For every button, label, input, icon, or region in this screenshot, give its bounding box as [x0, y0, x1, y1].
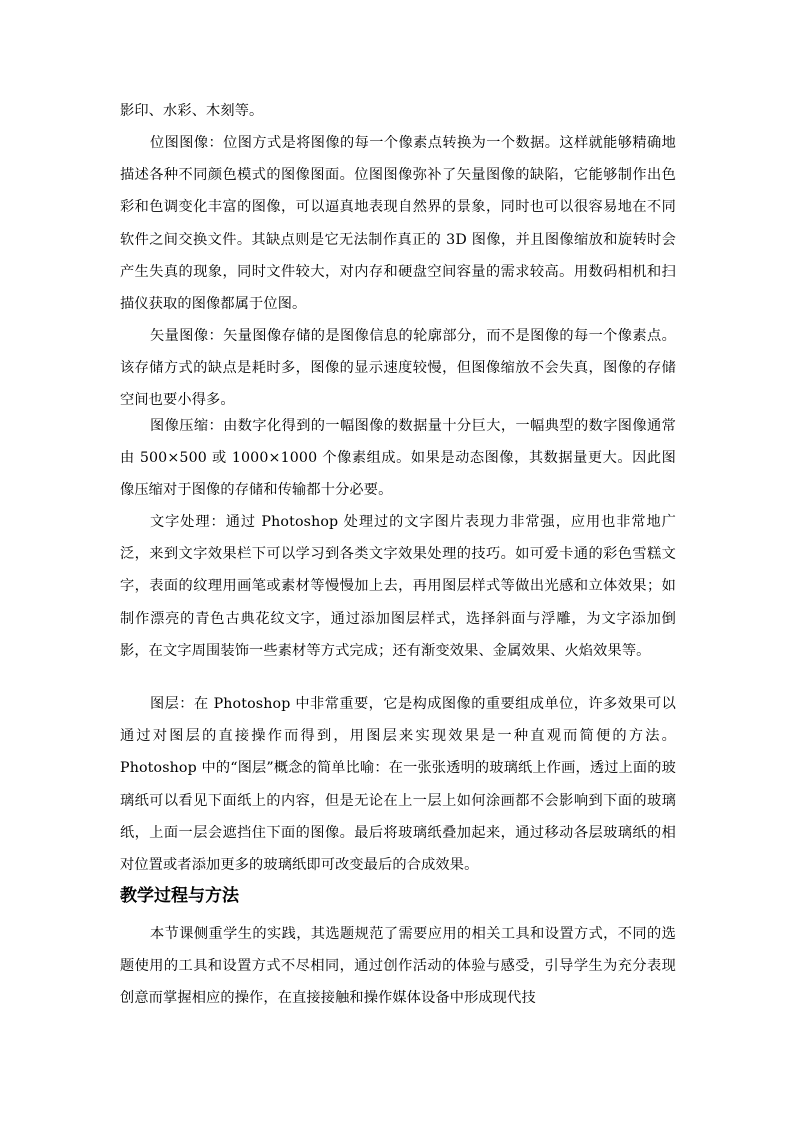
paragraph-layers: 图层：在 Photoshop 中非常重要，它是构成图像的重要组成单位，许多效果可以通过对图层的直接操作而得到，用图层来实现效果是一种直观而简便的方法。Photoshop 中的“图层”概念的简单比喻：在一张张透明的玻璃纸上作画，透过上面的玻璃纸可以看见下面纸上的内容，但是无论在上一层上如何涂画都不会影响到下面的玻璃纸，上面一层会遮挡住下面的图像。最后将玻璃纸叠加起来，通过移动各层玻璃纸的相对位置或者添加更多的玻璃纸即可改变最后的合成效果。	[120, 696, 676, 874]
paragraph-vector-image: 矢量图像：矢量图像存储的是图像信息的轮廓部分，而不是图像的每一个像素点。该存储方式的缺点是耗时多，图像的显示速度较慢，但图像缩放不会失真，图像的存储空间也要小得多。	[120, 328, 676, 409]
paragraph-continuation: 影印、水彩、木刻等。	[120, 103, 264, 119]
paragraph-teaching-process: 本节课侧重学生的实践，其选题规范了需要应用的相关工具和设置方式，不同的选题使用的工具和设置方式不尽相同，通过创作活动的体验与感受，引导学生为充分表现创意而掌握相应的操作，在直接接触和操作媒体设备中形成现代技	[120, 926, 676, 1007]
paragraph-text-processing: 文字处理：通过 Photoshop 处理过的文字图片表现力非常强，应用也非常地广泛，来到文字效果栏下可以学习到各类文字效果处理的技巧。如可爱卡通的彩色雪糕文字，表面的纹理用画笔或素材等慢慢加上去，再用图层样式等做出光感和立体效果；如制作漂亮的青色古典花纹文字，通过添加图层样式，选择斜面与浮雕，为文字添加倒影，在文字周围装饰一些素材等方式完成；还有渐变效果、金属效果、火焰效果等。	[120, 514, 676, 659]
paragraph-bitmap-image: 位图图像：位图方式是将图像的每一个像素点转换为一个数据。这样就能够精确地描述各种不同颜色模式的图像图面。位图图像弥补了矢量图像的缺陷，它能够制作出色彩和色调变化丰富的图像，可以逼真地表现自然界的景象，同时也可以很容易地在不同软件之间交换文件。其缺点则是它无法制作真正的 3D 图像，并且图像缩放和旋转时会产生失真的现象，同时文件较大，对内存和硬盘空间容量的需求较高。用数码相机和扫描仪获取的图像都属于位图。	[120, 135, 676, 313]
section-heading: 教学过程与方法	[120, 886, 239, 906]
paragraph-image-compression: 图像压缩：由数字化得到的一幅图像的数据量十分巨大，一幅典型的数字图像通常由 500×500 或 1000×1000 个像素组成。如果是动态图像，其数据量更大。因此图像压缩对于图像的存储和传输都十分必要。	[120, 418, 676, 499]
